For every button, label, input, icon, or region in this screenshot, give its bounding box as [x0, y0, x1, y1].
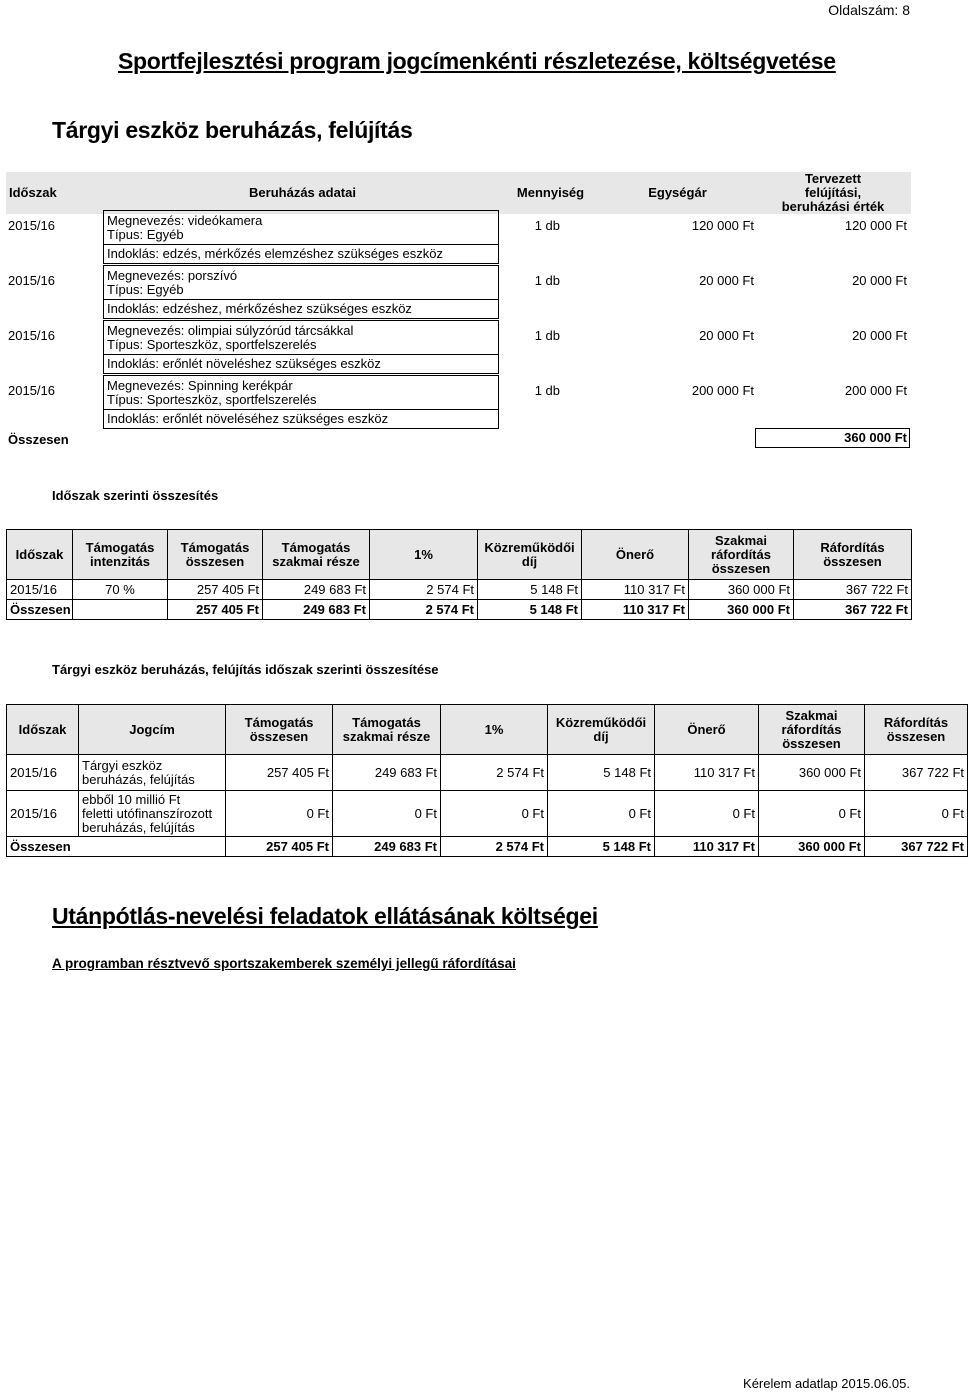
row-unit-price: 200 000 Ft [691, 383, 754, 398]
as-cell: 257 405 Ft [226, 755, 333, 791]
as-cell: 360 000 Ft [759, 755, 865, 791]
investment-total-value-text: 360 000 Ft [844, 430, 907, 445]
page-number: Oldalszám: 8 [828, 2, 910, 18]
as-title [79, 755, 226, 791]
row-qty: 1 db [534, 273, 560, 288]
as-cell: 0 Ft [865, 791, 968, 837]
ps-total-cell [73, 600, 168, 620]
as-title-line: feletti utófinanszírozott [82, 805, 213, 821]
header-period: Időszak [6, 172, 104, 214]
row-name-box [103, 210, 499, 245]
section-title: Tárgyi eszköz beruházás, felújítás [52, 117, 413, 143]
row-name-box [103, 265, 499, 300]
as-header-cell: Támogatás szakmai része [333, 705, 441, 755]
row-unit-price: 120 000 Ft [691, 218, 754, 233]
as-period: 2015/16 [7, 755, 79, 791]
row-period: 2015/16 [8, 273, 55, 288]
as-header-cell: Időszak [7, 705, 79, 755]
as-cell: 367 722 Ft [865, 755, 968, 791]
as-cell: 110 317 Ft [655, 755, 759, 791]
ps-total-cell: 257 405 Ft [168, 600, 263, 620]
row-reason-box [103, 244, 499, 264]
row-reason: Indoklás: erőnlét növeléshez szükséges eszköz [107, 356, 381, 371]
ps-total-cell: 360 000 Ft [689, 600, 794, 620]
investment-header-row [6, 172, 911, 214]
ps-cell: 5 148 Ft [478, 580, 582, 600]
as-title-line: ebből 10 millió Ft [82, 791, 181, 807]
as-total-cell: 360 000 Ft [759, 837, 865, 857]
as-total-cell: 367 722 Ft [865, 837, 968, 857]
row-value: 200 000 Ft [844, 383, 907, 398]
as-total-cell: 257 405 Ft [226, 837, 333, 857]
row-name-box [103, 320, 499, 355]
as-row [7, 791, 968, 837]
ps-total-cell: Összesen [7, 600, 73, 620]
as-header-cell: 1% [441, 705, 548, 755]
row-reason-box [103, 354, 499, 374]
period-summary-header [7, 530, 912, 580]
as-cell: 0 Ft [226, 791, 333, 837]
row-name: Megnevezés: videókamera [107, 213, 263, 228]
ps-header: Támogatás intenzitás [73, 530, 168, 580]
as-total-cell: 110 317 Ft [655, 837, 759, 857]
ps-cell: 249 683 Ft [263, 580, 370, 600]
ps-header: Közreműködői díj [478, 530, 582, 580]
as-cell: 249 683 Ft [333, 755, 441, 791]
investment-table [6, 172, 911, 214]
row-type: Típus: Sporteszköz, sportfelszerelés [107, 392, 317, 407]
row-qty: 1 db [534, 328, 560, 343]
ps-cell: 70 % [73, 580, 168, 600]
ps-header: Támogatás szakmai része [263, 530, 370, 580]
as-header-cell: Önerő [655, 705, 759, 755]
row-value: 20 000 Ft [852, 273, 907, 288]
as-total-row [7, 837, 968, 857]
as-header [7, 705, 968, 755]
ps-cell: 2 574 Ft [370, 580, 478, 600]
row-qty: 1 db [534, 383, 560, 398]
row-period: 2015/16 [8, 328, 55, 343]
as-cell: 0 Ft [441, 791, 548, 837]
investment-total-value [755, 428, 910, 448]
ps-header: Szakmai ráfordítás összesen [689, 530, 794, 580]
header-unit-price: Egységár [600, 172, 755, 214]
as-cell: 0 Ft [759, 791, 865, 837]
as-title-line: Tárgyi eszköz [82, 757, 163, 773]
row-reason-box [103, 409, 499, 429]
header-quantity: Mennyiség [501, 172, 600, 214]
main-title: Sportfejlesztési program jogcímenkénti részletezése, költségvetése [118, 48, 836, 74]
ps-header: Időszak [7, 530, 73, 580]
as-cell: 0 Ft [333, 791, 441, 837]
as-total-cell: 249 683 Ft [333, 837, 441, 857]
ps-total-row [7, 600, 912, 620]
ps-cell: 367 722 Ft [794, 580, 912, 600]
row-value: 120 000 Ft [844, 218, 907, 233]
as-header-cell: Szakmai ráfordítás összesen [759, 705, 865, 755]
ps-cell: 257 405 Ft [168, 580, 263, 600]
investment-total-label: Összesen [8, 432, 69, 447]
row-reason: Indoklás: edzéshez, mérkőzéshez szükséges eszköz [107, 301, 412, 316]
row-reason-box [103, 299, 499, 319]
footer: Kérelem adatlap 2015.06.05. [743, 1376, 910, 1391]
row-name-box [103, 375, 499, 410]
row-reason: Indoklás: erőnlét növeléséhez szükséges eszköz [107, 411, 389, 426]
as-total-cell: 2 574 Ft [441, 837, 548, 857]
row-qty: 1 db [534, 218, 560, 233]
as-total-label: Összesen [7, 837, 226, 857]
row-name: Megnevezés: olimpiai súlyzórúd tárcsákkal [107, 323, 354, 338]
row-period: 2015/16 [8, 218, 55, 233]
as-title [79, 791, 226, 837]
ps-row [7, 580, 912, 600]
row-name: Megnevezés: Spinning kerékpár [107, 378, 293, 393]
as-header-cell: Támogatás összesen [226, 705, 333, 755]
ps-total-cell: 5 148 Ft [478, 600, 582, 620]
asset-summary-table [6, 704, 968, 857]
row-period: 2015/16 [8, 383, 55, 398]
period-summary-table [6, 529, 912, 620]
as-cell: 0 Ft [655, 791, 759, 837]
youth-subtitle: A programban résztvevő sportszakemberek személyi jellegű ráfordításai [52, 956, 516, 971]
as-title-line: beruházás, felújítás [82, 819, 195, 835]
header-investment-data: Beruházás adatai [104, 172, 501, 214]
ps-header: Önerő [582, 530, 689, 580]
ps-cell: 360 000 Ft [689, 580, 794, 600]
youth-title: Utánpótlás-nevelési feladatok ellátásának költségei [52, 903, 598, 929]
asset-summary-title: Tárgyi eszköz beruházás, felújítás időszak szerinti összesítése [52, 662, 439, 677]
ps-total-cell: 2 574 Ft [370, 600, 478, 620]
as-header-cell: Jogcím [79, 705, 226, 755]
ps-total-cell: 367 722 Ft [794, 600, 912, 620]
row-unit-price: 20 000 Ft [699, 273, 754, 288]
row-name: Megnevezés: porszívó [107, 268, 238, 283]
row-type: Típus: Egyéb [107, 282, 184, 297]
as-header-cell: Közreműködői díj [548, 705, 655, 755]
row-type: Típus: Sporteszköz, sportfelszerelés [107, 337, 317, 352]
ps-total-cell: 110 317 Ft [582, 600, 689, 620]
as-header-cell: Ráfordítás összesen [865, 705, 968, 755]
ps-cell: 110 317 Ft [582, 580, 689, 600]
ps-cell: 2015/16 [7, 580, 73, 600]
header-planned-value: Tervezett felújítási, beruházási érték [755, 172, 911, 214]
ps-header: Ráfordítás összesen [794, 530, 912, 580]
as-cell: 2 574 Ft [441, 755, 548, 791]
row-reason: Indoklás: edzés, mérkőzés elemzéshez szükséges eszköz [107, 246, 443, 261]
ps-total-cell: 249 683 Ft [263, 600, 370, 620]
as-row [7, 755, 968, 791]
as-period: 2015/16 [7, 791, 79, 837]
ps-header: Támogatás összesen [168, 530, 263, 580]
as-cell: 0 Ft [548, 791, 655, 837]
as-total-cell: 5 148 Ft [548, 837, 655, 857]
period-summary-title: Időszak szerinti összesítés [52, 488, 219, 503]
row-unit-price: 20 000 Ft [699, 328, 754, 343]
as-cell: 5 148 Ft [548, 755, 655, 791]
row-value: 20 000 Ft [852, 328, 907, 343]
as-title-line: beruházás, felújítás [82, 771, 195, 787]
row-type: Típus: Egyéb [107, 227, 184, 242]
ps-header: 1% [370, 530, 478, 580]
